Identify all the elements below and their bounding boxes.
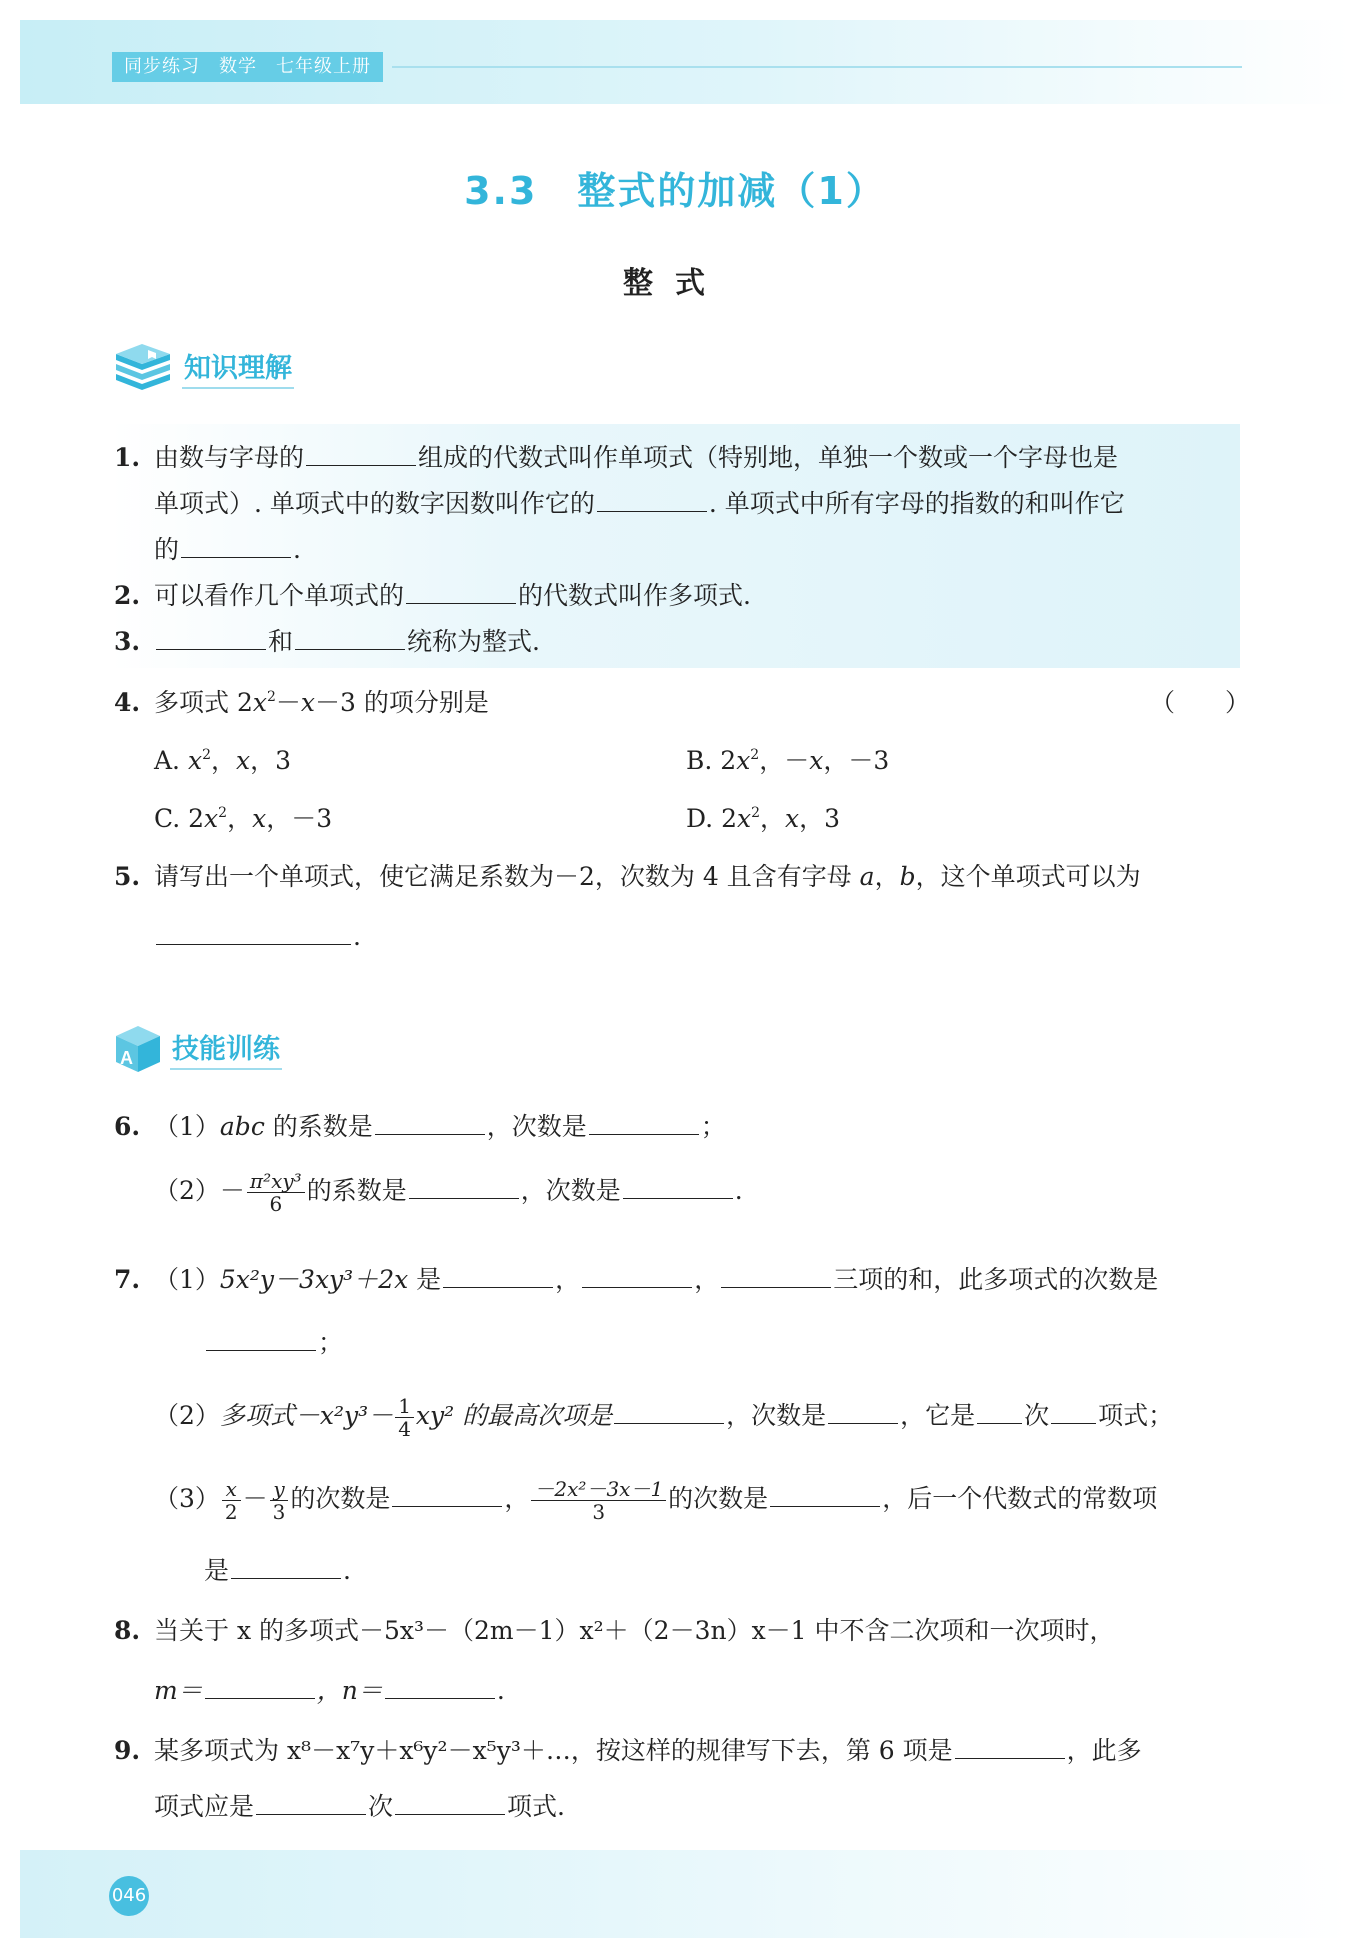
lesson-subtitle: 整式 [623, 266, 727, 301]
svg-text:A: A [120, 1048, 133, 1068]
fraction: $\frac{x}{2}$ [222, 1478, 241, 1523]
q7-number: 7. [114, 1265, 141, 1294]
skill-section-header [112, 1022, 282, 1074]
answer-blank[interactable] [385, 1676, 495, 1699]
q9-line1: 某多项式为 x⁸－x⁷y＋x⁶y²－x⁵y³＋…，按这样的规律写下去，第 6 项是 ，此多 [154, 1736, 1142, 1765]
answer-blank[interactable] [392, 1484, 502, 1507]
letter-cube-icon [112, 1022, 162, 1074]
answer-blank[interactable] [828, 1401, 898, 1424]
q4-option-d[interactable]: D. $2x^2$，x，3 [686, 804, 841, 833]
answer-blank[interactable] [156, 922, 351, 945]
book-tag: 同步练习 数学 七年级上册 [112, 52, 383, 82]
answer-blank[interactable] [256, 1792, 366, 1815]
q8-text: 当关于 x 的多项式－5x³－（2m－1）x²＋（2－3n）x－1 中不含二次项和一次项时， [154, 1616, 1115, 1645]
knowledge-section-header [112, 344, 294, 390]
answer-blank[interactable] [306, 443, 416, 466]
answer-blank[interactable] [597, 489, 707, 512]
q1-line1: 由数与字母的 组成的代数式叫作单项式（特别地，单独一个数或一个字母也是 [154, 443, 1119, 472]
q5-answer-line: . [154, 922, 361, 952]
knowledge-section-label: 知识理解 [182, 346, 294, 389]
fraction: $\frac{y}{3}$ [270, 1478, 289, 1523]
answer-blank[interactable] [443, 1265, 553, 1288]
q4-option-b[interactable]: B. $2x^2$，－x，－3 [686, 746, 890, 775]
answer-blank[interactable] [409, 1176, 519, 1199]
q7-part3-cont: 是 . [204, 1556, 351, 1585]
q4-number: 4. [114, 688, 141, 717]
q5-text: 请写出一个单项式，使它满足系数为－2，次数为 4 且含有字母 a，b，这个单项式可以为 [154, 862, 1141, 891]
section-title: 3.3 整式的加减（1） [464, 169, 886, 213]
answer-blank[interactable] [589, 1112, 699, 1135]
q1-line3: 的 . [154, 535, 301, 564]
fraction: $\frac{1}{4}$ [395, 1395, 414, 1440]
q4-option-c[interactable]: C. $2x^2$，x，－3 [154, 804, 333, 833]
q9-number: 9. [114, 1736, 141, 1765]
q7-part3: （3） $\frac{x}{2}$ － $\frac{y}{3}$ 的次数是 ， $\frac{\text{－2x²－3x－1}}{3}$ 的次数是 ，后一个代数式的常数项 [154, 1477, 1158, 1524]
q4-option-a[interactable]: A. $x^2$，x，3 [154, 746, 292, 775]
q2-number: 2. [114, 581, 141, 610]
q1-line2: 单项式）. 单项式中的数字因数叫作它的 . 单项式中所有字母的指数的和叫作它 [154, 489, 1125, 518]
footer-band [20, 1850, 1350, 1938]
q2-text: 可以看作几个单项式的 的代数式叫作多项式. [154, 581, 751, 610]
q6-part2: （2）－ $\frac{\text{π²xy³}}{6}$ 的系数是 ，次数是 . [154, 1169, 743, 1216]
answer-blank[interactable] [231, 1556, 341, 1579]
answer-blank[interactable] [614, 1401, 724, 1424]
answer-blank[interactable] [977, 1401, 1022, 1424]
q9-line2: 项式应是 次 项式. [154, 1792, 565, 1821]
q5-number: 5. [114, 862, 141, 891]
answer-blank[interactable] [623, 1176, 733, 1199]
answer-blank[interactable] [181, 535, 291, 558]
q4-stem: 多项式 $2x^2-x-3$ 的项分别是 [154, 688, 489, 717]
answer-blank[interactable] [406, 581, 516, 604]
answer-blank[interactable] [375, 1112, 485, 1135]
header-rule [392, 66, 1242, 68]
q6-number: 6. [114, 1112, 141, 1141]
q8-answers: m＝ ，n＝ . [154, 1676, 505, 1705]
answer-blank[interactable] [955, 1736, 1065, 1759]
answer-blank[interactable] [582, 1265, 692, 1288]
q3-text: 和 统称为整式. [154, 627, 540, 657]
q3-number: 3. [114, 627, 141, 656]
answer-blank[interactable] [206, 1328, 316, 1351]
answer-blank[interactable] [1051, 1401, 1096, 1424]
books-icon [112, 344, 174, 390]
answer-blank[interactable] [156, 627, 266, 650]
answer-blank[interactable] [295, 627, 405, 650]
q4-answer-paren[interactable]: （ ） [1150, 688, 1251, 717]
answer-blank[interactable] [770, 1484, 880, 1507]
page-number: 046 [109, 1876, 149, 1916]
q6-part1: （1）abc 的系数是 ，次数是 ； [154, 1112, 726, 1141]
q7-part1-cont: ； [204, 1328, 343, 1358]
q7-part1: （1）5x²y－3xy³＋2x 是 ， ， 三项的和，此多项式的次数是 [154, 1265, 1159, 1294]
fraction: $\frac{\text{－2x²－3x－1}}{3}$ [531, 1478, 666, 1523]
fraction: $\frac{\text{π²xy³}}{6}$ [247, 1170, 305, 1215]
q1-number: 1. [114, 443, 141, 472]
answer-blank[interactable] [395, 1792, 505, 1815]
answer-blank[interactable] [205, 1676, 315, 1699]
skill-section-label: 技能训练 [170, 1027, 282, 1070]
answer-blank[interactable] [721, 1265, 831, 1288]
q8-number: 8. [114, 1616, 141, 1645]
q7-part2: （2）多项式－x²y³－ $\frac{1}{4}$ xy² 的最高次项是 ，次数是 ，它是 次 项式； [154, 1394, 1174, 1441]
